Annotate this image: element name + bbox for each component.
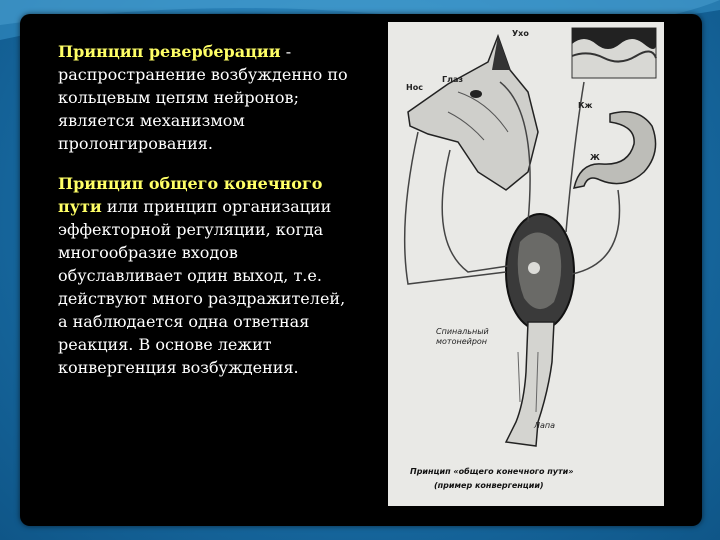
label-stomach: Ж — [590, 153, 600, 162]
label-motoneuron-line2: мотонейрон — [436, 337, 488, 346]
figure-caption-line1: Принцип «общего конечного пути» — [410, 467, 574, 476]
label-ear: Ухо — [512, 29, 529, 38]
label-motoneuron-line1: Спинальный — [436, 327, 489, 336]
figure-drawing — [388, 22, 664, 506]
term-reverberation: Принцип реверберации — [58, 42, 281, 61]
stomach-shape — [574, 112, 656, 188]
definition-reverberation: - распространение возбужденно по кольцевым цепям нейронов; является механизмом пролонгирования. — [58, 42, 348, 153]
convergence-figure — [388, 22, 664, 506]
label-skin: Кж — [578, 101, 593, 110]
dog-eye-shape — [470, 90, 482, 98]
term-common-path: Принцип общего конечного пути — [58, 174, 323, 216]
paragraph-common-path — [58, 172, 358, 379]
figure-caption-line2: (пример конвергенции) — [434, 481, 544, 490]
dog-head-shape — [408, 36, 538, 190]
definition-common-path: или принцип организации эффекторной регуляции, когда многообразие входов обуславливает один выход, т.е. действуют много раздражителей, а наблюдается одна ответная реакция. В основе лежит конвергенция возбуждения. — [58, 197, 346, 377]
paragraph-reverberation — [58, 40, 358, 155]
label-eye: Глаз — [442, 75, 464, 84]
slide-text — [58, 40, 358, 396]
label-paw: Лапа — [534, 421, 556, 430]
label-nose: Нос — [406, 83, 423, 92]
